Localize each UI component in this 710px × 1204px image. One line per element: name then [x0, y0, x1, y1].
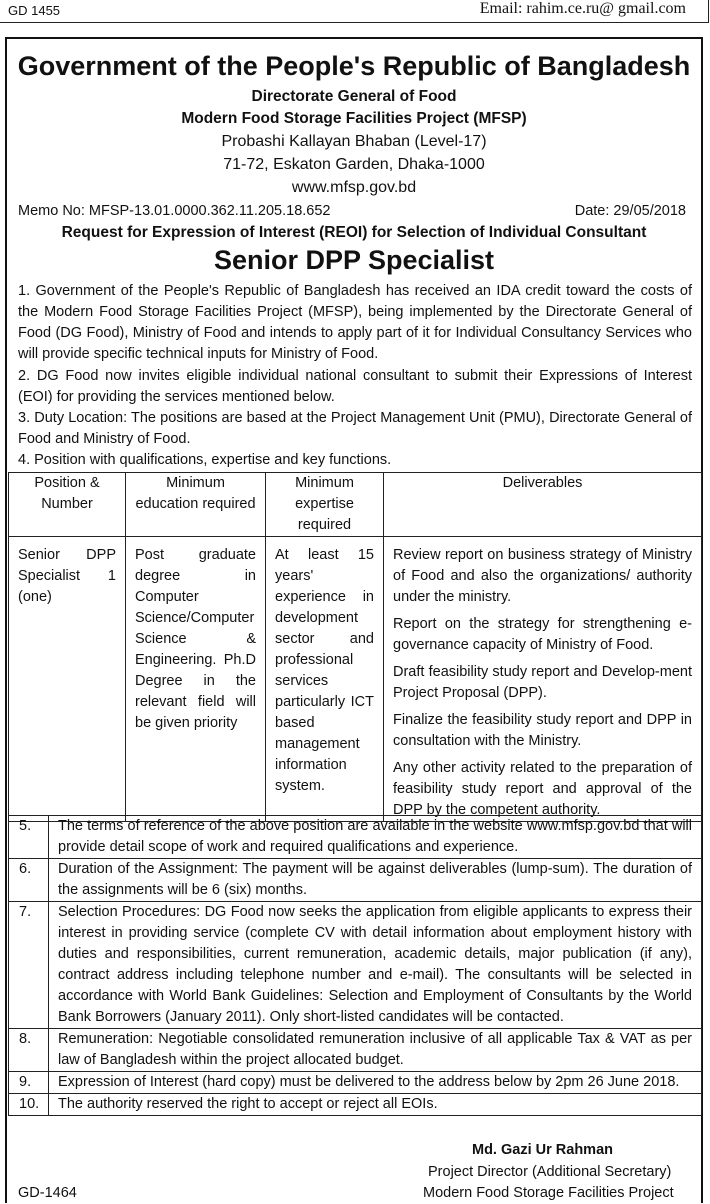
- terms-table: [8, 815, 702, 1116]
- deliverable-item: Any other activity related to the preparation of feasibility study report and approval of the DPP by the competent authority.: [393, 760, 692, 818]
- table-row: [9, 537, 702, 822]
- deliverable-item: Finalize the feasibility study report and DPP in consultation with the Ministry.: [393, 712, 692, 749]
- signatory-name: Md. Gazi Ur Rahman: [472, 1142, 613, 1158]
- ad-code-top: GD 1455: [8, 3, 61, 18]
- cell-expertise: At least 15 years' experience in development sector and professional services particularly ICT based management information system.: [266, 537, 384, 822]
- directorate-name: Directorate General of Food: [251, 88, 457, 105]
- website: www.mfsp.gov.bd: [291, 179, 417, 196]
- table-header-row: [9, 473, 702, 537]
- item-number: 9.: [9, 1072, 49, 1094]
- item-text: The authority reserved the right to accept or reject all EOIs.: [49, 1094, 702, 1116]
- header-expertise: Minimum expertise required: [266, 473, 384, 537]
- address-line-2: 71-72, Eskaton Garden, Dhaka-1000: [223, 156, 485, 173]
- item-number: 8.: [9, 1029, 49, 1072]
- list-item: [9, 1072, 702, 1094]
- memo-date: Date: 29/05/2018: [574, 203, 686, 219]
- list-item: [9, 1029, 702, 1072]
- item-number: 10.: [9, 1094, 49, 1116]
- project-name: Modern Food Storage Facilities Project (MFSP): [181, 110, 527, 127]
- item-number: 7.: [9, 902, 49, 1029]
- item-text: Expression of Interest (hard copy) must be delivered to the address below by 2pm 26 June 2018.: [49, 1072, 702, 1094]
- government-title: Government of the People's Republic of Bangladesh: [17, 51, 691, 81]
- paragraph-2: 2. DG Food now invites eligible individual national consultant to submit their Expressions of Interest (EOI) for providing the services mentioned below.: [18, 368, 692, 405]
- item-text: The terms of reference of the above position are available in the website www.mfsp.gov.bd that will provide detail scope of work and required qualifications and experience.: [49, 816, 702, 859]
- header-deliverables: Deliverables: [384, 473, 702, 537]
- cell-position: Senior DPP Specialist 1 (one): [9, 537, 126, 822]
- header-position: Position & Number: [9, 473, 126, 537]
- signatory-title: Project Director (Additional Secretary): [428, 1164, 672, 1180]
- paragraph-4: 4. Position with qualifications, expertise and key functions.: [18, 452, 392, 468]
- paragraph-1: 1. Government of the People's Republic of Bangladesh has received an IDA credit toward the costs of the Modern Food Storage Facilities Project (MFSP), being implemented by the Directorate General of Food (DG Food), Ministry of Food and intends to apply part of it for Individual Consultancy Services who will provide specific technical inputs for Ministry of Food.: [18, 283, 692, 362]
- list-item: [9, 859, 702, 902]
- cell-deliverables: [384, 537, 702, 822]
- deliverable-item: Report on the strategy for strengthening e-governance capacity of Ministry of Food.: [393, 616, 692, 653]
- signatory-organization: Modern Food Storage Facilities Project: [423, 1185, 674, 1201]
- item-text: Selection Procedures: DG Food now seeks the application from eligible applicants to express their interest in providing service (complete CV with detail information about employment history with duties and responsibilities, current remuneration, academic details, major publication (if any), contract address including telephone number and e-mail). The consultants will be selected in accordance with World Bank Guidelines: Selection and Employment of Consultants by the World Bank Borrowers (January 2011). Only short-listed candidates will be contacted.: [49, 902, 702, 1029]
- deliverable-item: Draft feasibility study report and Develop-ment Project Proposal (DPP).: [393, 664, 692, 701]
- position-title: Senior DPP Specialist: [213, 245, 495, 275]
- notice-subject: Request for Expression of Interest (REOI) for Selection of Individual Consultant: [61, 224, 647, 241]
- memo-number: Memo No: MFSP-13.01.0000.362.11.205.18.652: [18, 203, 331, 219]
- list-item: [9, 1094, 702, 1116]
- email-address: Email: rahim.ce.ru@ gmail.com: [479, 0, 686, 17]
- item-text: Remuneration: Negotiable consolidated remuneration inclusive of all applicable Tax & VAT as per law of Bangladesh within the project allocated budget.: [49, 1029, 702, 1072]
- cell-education: Post graduate degree in Computer Science/Computer Science & Engineering. Ph.D Degree in the relevant field will be given priority: [126, 537, 266, 822]
- item-number: 5.: [9, 816, 49, 859]
- paragraph-3: 3. Duty Location: The positions are based at the Project Management Unit (PMU), Directorate General of Food and Ministry of Food.: [18, 410, 692, 447]
- list-item: [9, 816, 702, 859]
- list-item: [9, 902, 702, 1029]
- ad-code-bottom: GD-1464: [18, 1185, 77, 1201]
- address-line-1: Probashi Kallayan Bhaban (Level-17): [221, 133, 487, 150]
- deliverable-item: Review report on business strategy of Ministry of Food and also the organizations/ authority under the ministry.: [393, 547, 692, 605]
- item-text: Duration of the Assignment: The payment will be against deliverables (lump-sum). The duration of the assignments will be 6 (six) months.: [49, 859, 702, 902]
- positions-table: [8, 472, 702, 822]
- header-education: Minimum education required: [126, 473, 266, 537]
- item-number: 6.: [9, 859, 49, 902]
